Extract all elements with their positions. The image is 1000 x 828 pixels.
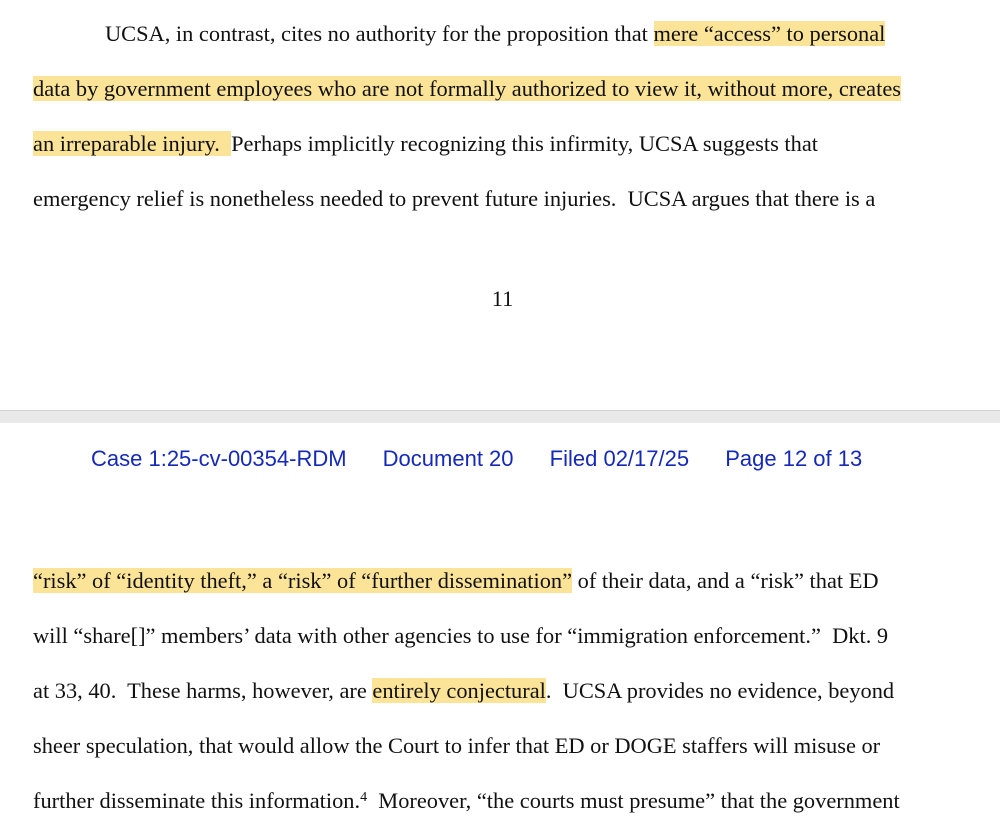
case-header <box>91 444 862 474</box>
line-text: at 33, 40. These harms, however, are <box>33 678 373 703</box>
filed-date: Filed 02/17/25 <box>549 446 690 471</box>
line-text: further disseminate this information. <box>33 788 361 813</box>
footnote-reference[interactable]: 4 <box>360 790 368 805</box>
line-text: sheer speculation, that would allow the Court to infer that ED or DOGE staffers will misuse or <box>33 733 881 758</box>
highlighted-text[interactable]: “risk” of “identity theft,” a “risk” of “further dissemination” <box>33 568 573 593</box>
page-number: 11 <box>491 286 514 311</box>
highlighted-text[interactable]: data by government employees who are not formally authorized to view it, without more, creates <box>33 76 901 101</box>
paragraph-line-3 <box>33 129 818 159</box>
paragraph-line-7 <box>33 676 894 706</box>
paragraph-line-6 <box>33 621 888 651</box>
page-separator <box>0 410 1000 424</box>
highlighted-text[interactable]: entirely conjectural <box>372 678 546 703</box>
line-text: Moreover, “the courts must presume” that the government <box>367 788 900 813</box>
page-indicator: Page 12 of 13 <box>725 446 863 471</box>
paragraph-line-1 <box>105 19 885 49</box>
case-number: Case 1:25-cv-00354-RDM <box>91 446 347 471</box>
line-text: will “share[]” members’ data with other agencies to use for “immigration enforcement.” Dkt. 9 <box>33 623 889 648</box>
line-text: emergency relief is nonetheless needed to prevent future injuries. UCSA argues that there is a <box>33 186 876 211</box>
document-number: Document 20 <box>382 446 514 471</box>
paragraph-line-4 <box>33 184 875 214</box>
line-text: of their data, and a “risk” that ED <box>572 568 879 593</box>
line-text: Perhaps implicitly recognizing this infirmity, UCSA suggests that <box>231 131 818 156</box>
highlighted-text[interactable]: mere “access” to personal <box>653 21 886 46</box>
paragraph-line-8 <box>33 731 880 761</box>
paragraph-line-9 <box>33 786 900 816</box>
highlighted-text[interactable]: an irreparable injury. <box>33 131 232 156</box>
paragraph-line-5 <box>33 566 879 596</box>
page-11 <box>0 0 1000 410</box>
line-text: UCSA, in contrast, cites no authority for the proposition that <box>105 21 654 46</box>
line-text: . UCSA provides no evidence, beyond <box>545 678 895 703</box>
paragraph-line-2 <box>33 74 901 104</box>
